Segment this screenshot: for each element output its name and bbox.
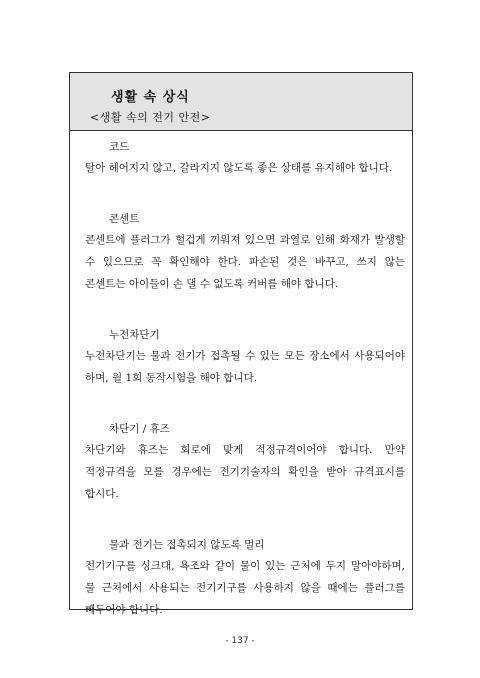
section-heading: 코드 [109,141,130,153]
section-breaker-fuse [85,419,405,505]
content-body [85,137,405,621]
section-heading: 콘센트 [109,213,140,225]
section-heading: 물과 전기는 접촉되지 않도록 멀리 [109,539,265,551]
page-subtitle: <생활 속의 전기 안전> [90,111,211,124]
section-body: 전기기구를 싱크대, 욕조와 같이 물이 있는 근처에 두지 말아야하며, 물 근처에서 사용되는 전기기구를 사용하지 않을 때에는 플러그를 빼두어야 합니다. [85,560,405,616]
section-body: 콘센트에 플러그가 헐겁게 끼워져 있으면 과열로 인해 화재가 발생할 수 있으므로 꼭 확인해야 한다. 파손된 것은 바꾸고, 쓰지 않는 콘센트는 아이들이 손 댈 수 없도록 커버를 해야 합니다. [85,234,405,290]
page-number: - 137 - [225,636,255,646]
page-title: 생활 속 상식 [111,90,190,105]
section-outlet [85,209,405,295]
content-box [69,72,413,616]
section-heading: 차단기 / 휴즈 [109,423,170,435]
section-body: 탈아 헤어지지 않고, 갈라지지 않도록 좋은 상태를 유지해야 합니다. [85,162,393,174]
section-cord [85,137,405,179]
section-water-electricity [85,535,405,621]
section-earth-leakage-breaker [85,325,405,389]
section-body: 누전차단기는 물과 전기가 접촉될 수 있는 모든 장소에서 사용되어야 하며, 월 1회 동작시험을 해야 합니다. [85,350,405,384]
section-heading: 누전차단기 [109,329,160,341]
header-band [70,73,412,131]
section-body: 차단기와 휴즈는 회로에 맞게 적정규격이어야 합니다. 만약 적정규격을 모를 경우에는 전기기술자의 확인을 받아 규격표시를 합시다. [85,444,405,500]
